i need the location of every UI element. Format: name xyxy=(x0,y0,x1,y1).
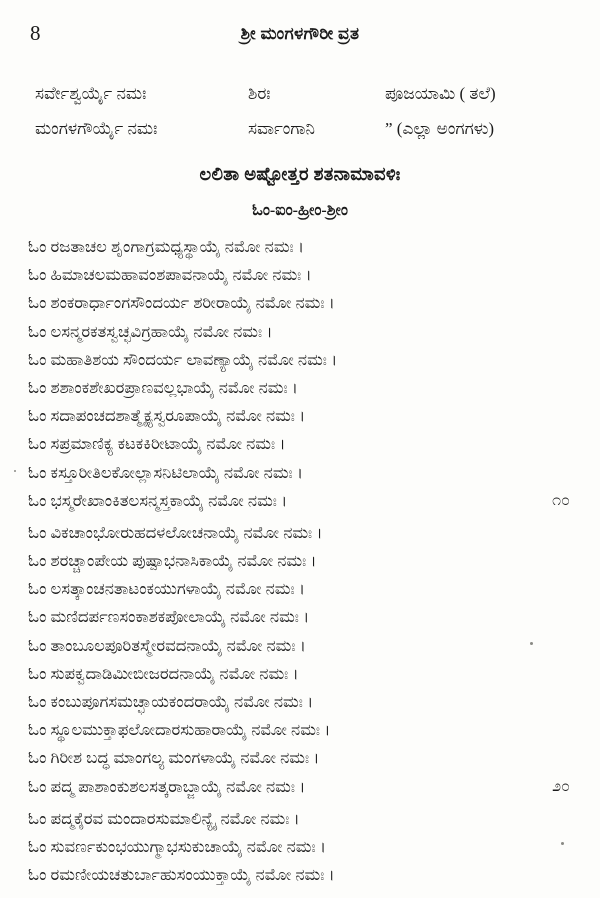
stotra-line xyxy=(28,237,570,265)
stotra-line xyxy=(28,664,570,692)
stotra-line xyxy=(28,523,570,551)
stotra-line-text: ಓಂ ಲಸತ್ಕಾಂಚನತಾಟಂಕಯುಗಳಾಯೈ ನಮೋ ನಮಃ । xyxy=(28,579,306,599)
stotra-line-text: ಓಂ ತಾಂಬೂಲಪೂರಿತಸ್ಮೇರವದನಾಯೈ ನಮೋ ನಮಃ । xyxy=(28,635,306,655)
page-title: ಶ್ರೀ ಮಂಗಳಗೌರೀ ವ್ರತ xyxy=(240,24,360,43)
puja-correspondence-table xyxy=(35,84,580,154)
stotra-line xyxy=(28,607,570,635)
puja-action: ” (ಎಲ್ಲಾ ಅಂಗಗಳು) xyxy=(385,119,495,138)
table-row xyxy=(35,84,580,104)
stotra-line xyxy=(28,777,570,805)
stotra-line xyxy=(28,406,570,434)
page-number: 8 xyxy=(30,21,41,45)
stotra-line xyxy=(28,692,570,720)
stotra-line-text: ಓಂ ಭಸ್ಮರೇಖಾಂಕಿತಲಸನ್ಮಸ್ತಕಾಯೈ ನಮೋ ನಮಃ । xyxy=(28,490,288,510)
stotra-line-text: ಓಂ ಪದ್ಮಕೈರವ ಮಂದಾರಸುಮಾಲಿನ್ಯೈ ನಮೋ ನಮಃ । xyxy=(28,808,300,828)
stotra-line xyxy=(28,720,570,748)
stotra-line-text: ಓಂ ಗಿರೀಶ ಬದ್ಧ ಮಾಂಗಲ್ಯ ಮಂಗಳಾಯೈ ನಮೋ ನಮಃ । xyxy=(28,748,320,768)
stotra-line xyxy=(28,809,570,837)
stotra-line xyxy=(28,748,570,776)
stotra-line-text: ಓಂ ರಮಣೀಯಚತುರ್ಬಾಹುಸಂಯುಕ್ತಾಯೈ ನಮೋ ನಮಃ । xyxy=(28,865,335,885)
body-part: ಶಿರಃ xyxy=(248,84,271,103)
stotra-line xyxy=(28,579,570,607)
stotra-line-text: ಓಂ ಹಿಮಾಚಲಮಹಾವಂಶಪಾವನಾಯೈ ನಮೋ ನಮಃ । xyxy=(28,265,312,285)
stotra-line xyxy=(28,551,570,579)
stotra-line-text: ಓಂ ಕಂಬುಪೂಗಸಮಚ್ಛಾಯಕಂದರಾಯೈ ನಮೋ ನಮಃ । xyxy=(28,692,314,711)
stotra-line-text: ಓಂ ಸಪ್ರಮಾಣಿಕ್ಯ ಕಟಕಕಿರೀಟಾಯೈ ನಮೋ ನಮಃ । xyxy=(28,434,286,454)
stotra-list xyxy=(28,237,570,893)
deity-name: ಮಂಗಳಗೌರ್ಯೈ ನಮಃ xyxy=(35,119,158,138)
stotra-line xyxy=(28,322,570,350)
stotra-line xyxy=(28,293,570,321)
stotra-line xyxy=(28,491,570,519)
stotra-line xyxy=(28,636,570,664)
stotra-line-text: ಓಂ ಪದ್ಮ ಪಾಶಾಂಕುಶಲಸತ್ಕರಾಬ್ಜಾಯೈ ನಮೋ ನಮಃ । xyxy=(28,776,306,796)
stotra-line-text: ಓಂ ಲಸನ್ಮರಕತಸ್ವಚ್ಛವಿಗ್ರಹಾಯೈ ನಮೋ ನಮಃ । xyxy=(28,321,273,341)
page-header xyxy=(0,20,600,48)
stotra-line-text: ಓಂ ಶಂಕರಾರ್ಧಾಂಗಸೌಂದರ್ಯ ಶರೀರಾಯೈ ನಮೋ ನಮಃ । xyxy=(28,293,335,313)
stotra-line-text: ಓಂ ಸ್ಥೂಲಮುಕ್ತಾಫಲೋದಾರಸುಹಾರಾಯೈ ನಮೋ ನಮಃ । xyxy=(28,720,331,740)
stotra-line-text: ಓಂ ರಜತಾಚಲ ಶೃಂಗಾಗ್ರಮಧ್ಯಸ್ಥಾಯೈ ನಮೋ ನಮಃ । xyxy=(28,237,305,256)
stotra-line-text: ಓಂ ಸುವರ್ಣಕುಂಭಯುಗ್ಮಾಭಸುಕುಚಾಯೈ ನಮೋ ನಮಃ । xyxy=(28,836,327,856)
stotra-line xyxy=(28,865,570,893)
stotra-line xyxy=(28,350,570,378)
stotra-line-text: ಓಂ ಶಶಾಂಕಶೇಖರಪ್ರಾಣವಲ್ಲಭಾಯೈ ನಮೋ ನಮಃ । xyxy=(28,377,298,397)
verse-count-marker: ೧೦ xyxy=(552,491,570,509)
table-row xyxy=(35,119,580,139)
stotra-line xyxy=(28,434,570,462)
stotra-line-text: ಓಂ ಕಸ್ತೂರೀತಿಲಕೋಲ್ಲಾಸನಿಟಿಲಾಯೈ ನಮೋ ನಮಃ । xyxy=(28,462,304,482)
stotra-line-text: ಓಂ ವಿಕಚಾಂಭೋರುಹದಳಲೋಚನಾಯೈ ನಮೋ ನಮಃ । xyxy=(28,522,323,542)
body-part: ಸರ್ವಾಂಗಾನಿ xyxy=(248,119,315,138)
verse-count-marker: ೨೦ xyxy=(552,777,570,795)
stotra-line-text: ಓಂ ಮಣಿದರ್ಪಣಸಂಕಾಶಕಪೋಲಾಯೈ ನಮೋ ನಮಃ । xyxy=(28,607,310,627)
scan-speck xyxy=(14,470,16,472)
stotra-line-text: ಓಂ ಮಹಾತಿಶಯ ಸೌಂದರ್ಯ ಲಾವಣ್ಯಾಯೈ ನಮೋ ನಮಃ । xyxy=(28,349,338,369)
stotra-line-text: ಓಂ ಸುಪಕ್ವದಾಡಿಮೀಬೀಜರದನಾಯೈ ನಮೋ ನಮಃ । xyxy=(28,663,299,683)
section-heading: ಲಲಿತಾ ಅಷ್ಟೋತ್ತರ ಶತನಾಮಾವಳಿಃ xyxy=(199,164,401,184)
stotra-line xyxy=(28,265,570,293)
stotra-line-text: ಓಂ ಶರಚ್ಚಾಂಪೇಯ ಪುಷ್ಪಾಭನಾಸಿಕಾಯೈ ನಮೋ ನಮಃ । xyxy=(28,551,317,571)
seed-mantra-line: ಓಂ-ಐಂ-ಹ್ರೀಂ-ಶ್ರೀಂ xyxy=(252,202,348,219)
stotra-line-text: ಓಂ ಸದಾಪಂಚದಶಾತ್ಮೈಕ್ಯಸ್ವರೂಪಾಯೈ ನಮೋ ನಮಃ । xyxy=(28,406,306,426)
puja-action: ಪೂಜಯಾಮಿ ( ತಲೆ) xyxy=(385,84,496,103)
stotra-line xyxy=(28,837,570,865)
stotra-line xyxy=(28,463,570,491)
deity-name: ಸರ್ವೇಶ್ವರ್ಯೈ ನಮಃ xyxy=(35,84,147,103)
stotra-line xyxy=(28,378,570,406)
